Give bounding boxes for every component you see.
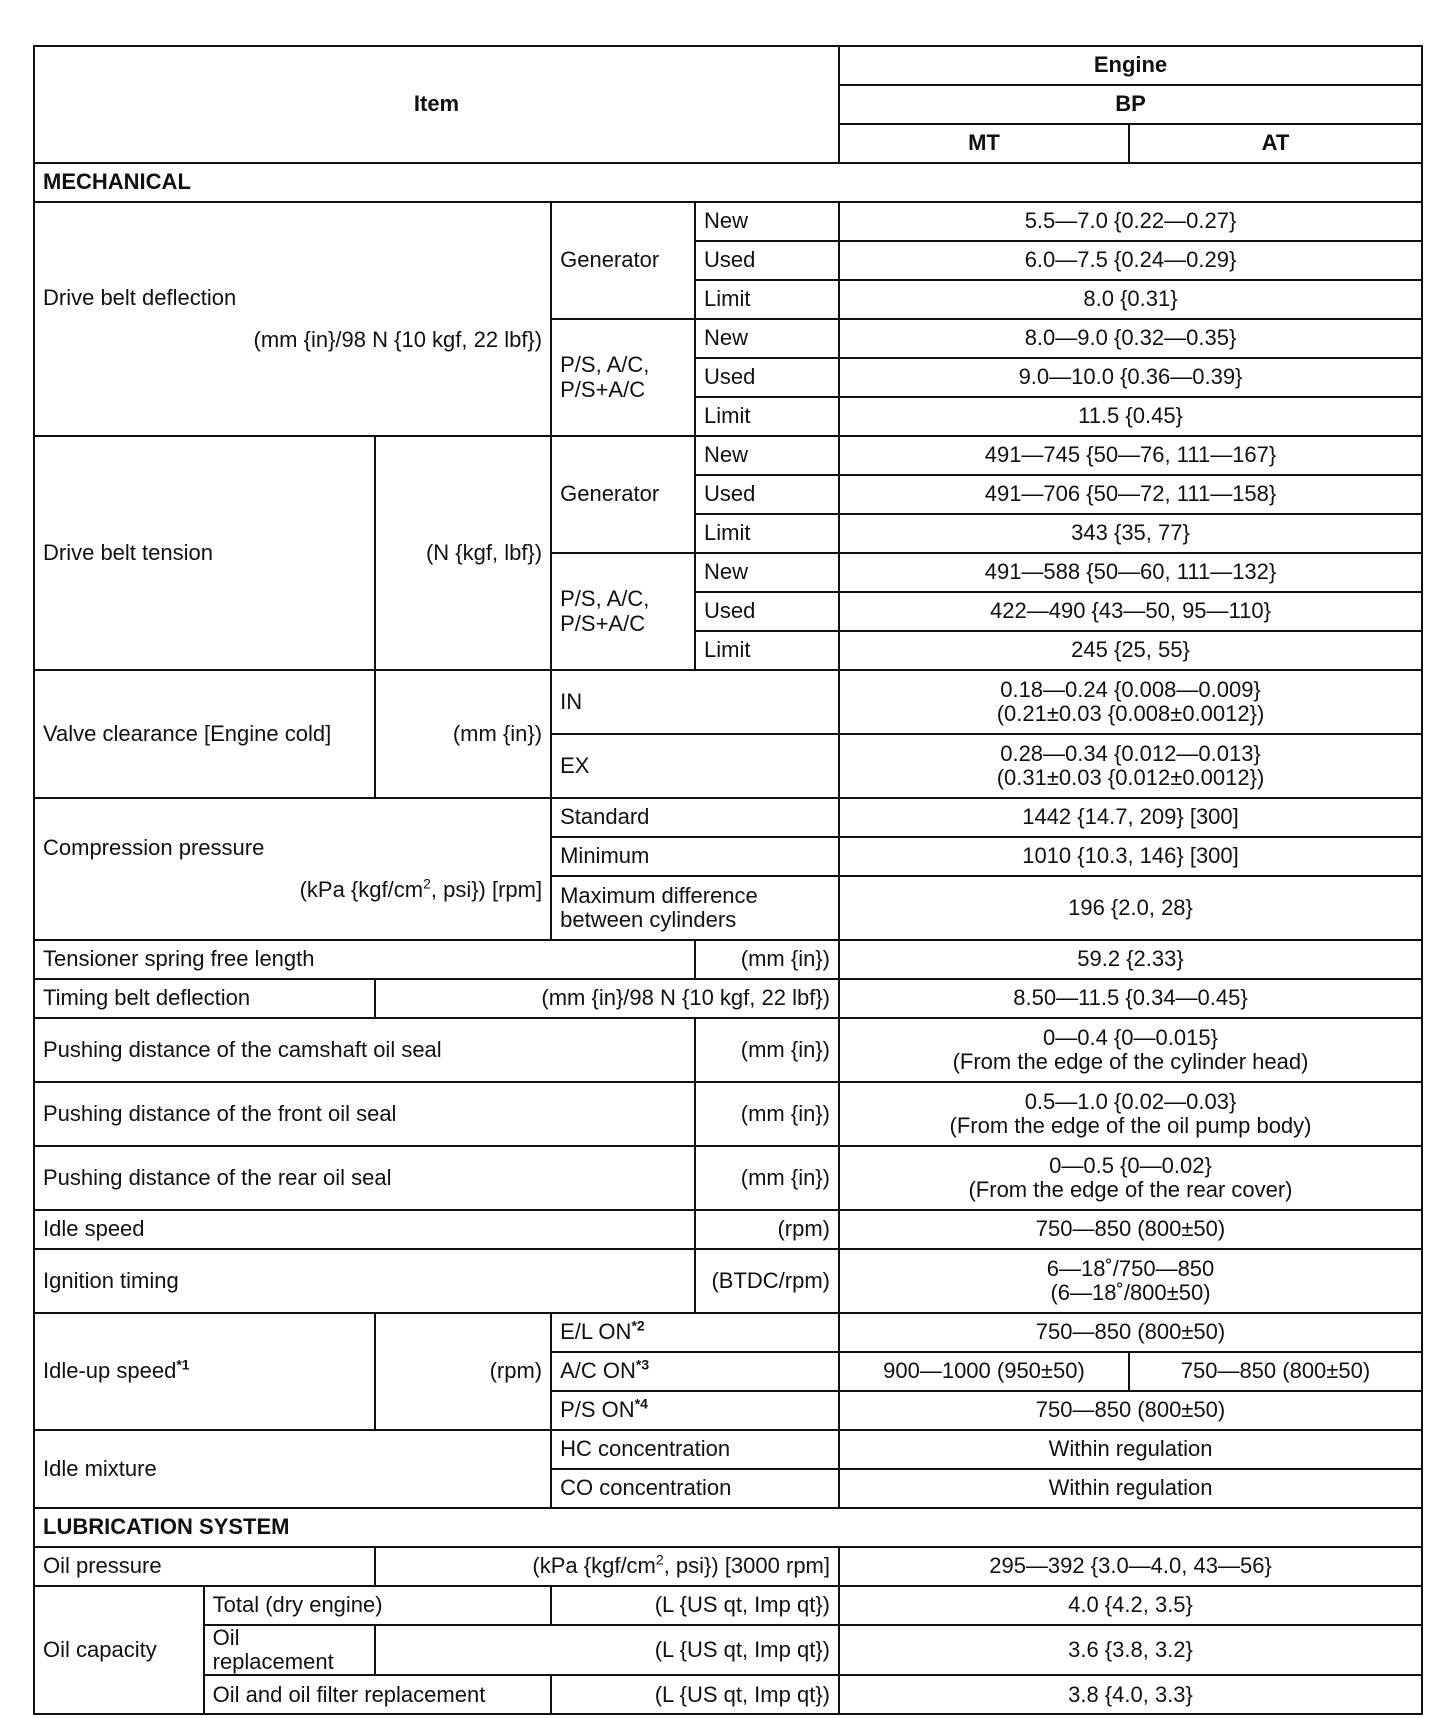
camshaft-seal-label: Pushing distance of the camshaft oil seal bbox=[34, 1018, 695, 1082]
belt-tension-ps-limit: 245 {25, 55} bbox=[839, 631, 1422, 670]
section-lubrication: LUBRICATION SYSTEM bbox=[34, 1508, 1422, 1547]
belt-deflection-gen-new: 5.5—7.0 {0.22—0.27} bbox=[839, 202, 1422, 241]
valve-clearance-in-line2: (0.21±0.03 {0.008±0.0012}) bbox=[996, 701, 1265, 726]
engine-spec-table bbox=[33, 45, 1423, 1715]
idle-mixture-co-value: Within regulation bbox=[839, 1469, 1422, 1508]
ignition-line2: (6—18˚/800±50) bbox=[1050, 1280, 1211, 1305]
compression-unit-a: (kPa {kgf/cm bbox=[299, 877, 424, 902]
valve-clearance-in-value bbox=[839, 670, 1422, 734]
belt-tension-ps-new: 491—588 {50—60, 111—132} bbox=[839, 553, 1422, 592]
idle-up-ps-text: P/S ON bbox=[560, 1397, 635, 1423]
compression-label: Compression pressure bbox=[43, 834, 265, 860]
belt-deflection-unit: (mm {in}/98 N {10 kgf, 22 lbf}) bbox=[253, 327, 543, 352]
header-model: BP bbox=[839, 85, 1422, 124]
belt-deflection-gen-limit-label: Limit bbox=[695, 280, 839, 319]
idle-up-ps-note: *4 bbox=[634, 1396, 648, 1413]
belt-tension-gen-used: 491—706 {50—72, 111—158} bbox=[839, 475, 1422, 514]
belt-tension-ps-limit-label: Limit bbox=[695, 631, 839, 670]
ignition-unit: (BTDC/rpm) bbox=[695, 1249, 839, 1313]
belt-tension-ps-used-label: Used bbox=[695, 592, 839, 631]
ignition-value bbox=[839, 1249, 1422, 1313]
oil-pressure-unit bbox=[375, 1547, 839, 1586]
belt-tension-gen-limit: 343 {35, 77} bbox=[839, 514, 1422, 553]
compression-minimum-value: 1010 {10.3, 146} [300] bbox=[839, 837, 1422, 876]
belt-deflection-psac-line1: P/S, A/C, bbox=[560, 352, 650, 378]
idle-up-el-label bbox=[551, 1313, 839, 1352]
belt-tension-psac-line2: P/S+A/C bbox=[560, 610, 646, 636]
oil-capacity-filter-unit: (L {US qt, Imp qt}) bbox=[551, 1675, 839, 1714]
compression-label-cell bbox=[34, 798, 551, 940]
oil-capacity-total-value: 4.0 {4.2, 3.5} bbox=[839, 1586, 1422, 1625]
idle-up-ps-label bbox=[551, 1391, 839, 1430]
compression-minimum-label: Minimum bbox=[551, 837, 839, 876]
belt-deflection-ps-used: 9.0—10.0 {0.36—0.39} bbox=[839, 358, 1422, 397]
belt-tension-unit: (N {kgf, lbf}) bbox=[375, 436, 551, 670]
rear-seal-unit: (mm {in}) bbox=[695, 1146, 839, 1210]
oil-capacity-replacement-label: Oil replacement bbox=[204, 1625, 376, 1675]
idle-up-label bbox=[34, 1313, 375, 1430]
rear-seal-line2: (From the edge of the rear cover) bbox=[968, 1177, 1293, 1202]
idle-up-ac-mt: 900—1000 (950±50) bbox=[839, 1352, 1129, 1391]
oil-capacity-filter-value: 3.8 {4.0, 3.3} bbox=[839, 1675, 1422, 1714]
idle-mixture-co-label: CO concentration bbox=[551, 1469, 839, 1508]
belt-deflection-psac-line2: P/S+A/C bbox=[560, 376, 646, 402]
header-engine: Engine bbox=[839, 46, 1422, 85]
belt-deflection-gen-used-label: Used bbox=[695, 241, 839, 280]
oil-capacity-label: Oil capacity bbox=[34, 1586, 204, 1714]
oil-capacity-total-label: Total (dry engine) bbox=[204, 1586, 551, 1625]
front-seal-value bbox=[839, 1082, 1422, 1146]
idle-up-el-value: 750—850 (800±50) bbox=[839, 1313, 1422, 1352]
compression-unit bbox=[43, 875, 543, 902]
spec-sheet bbox=[33, 45, 1423, 1715]
valve-clearance-in-label: IN bbox=[551, 670, 839, 734]
tensioner-unit: (mm {in}) bbox=[695, 940, 839, 979]
compression-standard-label: Standard bbox=[551, 798, 839, 837]
belt-tension-ps-new-label: New bbox=[695, 553, 839, 592]
valve-clearance-label: Valve clearance [Engine cold] bbox=[34, 670, 375, 798]
oil-capacity-replacement-value: 3.6 {3.8, 3.2} bbox=[839, 1625, 1422, 1675]
idle-speed-label: Idle speed bbox=[34, 1210, 695, 1249]
oil-pressure-unit-sup: 2 bbox=[655, 1552, 664, 1569]
belt-deflection-label: Drive belt deflection bbox=[43, 284, 237, 310]
valve-clearance-ex-value bbox=[839, 734, 1422, 798]
section-mechanical: MECHANICAL bbox=[34, 163, 1422, 202]
ignition-line1: 6—18˚/750—850 bbox=[1046, 1255, 1215, 1281]
valve-clearance-ex-line1: 0.28—0.34 {0.012—0.013} bbox=[1000, 740, 1261, 766]
belt-deflection-gen-used: 6.0—7.5 {0.24—0.29} bbox=[839, 241, 1422, 280]
idle-up-el-note: *2 bbox=[631, 1318, 645, 1335]
oil-pressure-unit-b: , psi}) [3000 rpm] bbox=[663, 1553, 830, 1579]
belt-deflection-ps-limit: 11.5 {0.45} bbox=[839, 397, 1422, 436]
compression-maxdiff-line2: between cylinders bbox=[560, 907, 737, 932]
compression-maxdiff-value: 196 {2.0, 28} bbox=[839, 876, 1422, 940]
oil-capacity-filter-label: Oil and oil filter replacement bbox=[204, 1675, 551, 1714]
oil-capacity-total-unit: (L {US qt, Imp qt}) bbox=[551, 1586, 839, 1625]
idle-up-label-text: Idle-up speed bbox=[43, 1358, 177, 1384]
rear-seal-value bbox=[839, 1146, 1422, 1210]
idle-up-unit: (rpm) bbox=[375, 1313, 551, 1430]
belt-deflection-label-cell bbox=[34, 202, 551, 436]
idle-mixture-hc-label: HC concentration bbox=[551, 1430, 839, 1469]
idle-up-ac-text: A/C ON bbox=[560, 1358, 636, 1384]
belt-tension-label: Drive belt tension bbox=[34, 436, 375, 670]
timing-belt-label: Timing belt deflection bbox=[34, 979, 375, 1018]
front-seal-label: Pushing distance of the front oil seal bbox=[34, 1082, 695, 1146]
idle-up-ac-note: *3 bbox=[635, 1357, 650, 1374]
oil-capacity-replacement-unit: (L {US qt, Imp qt}) bbox=[375, 1625, 839, 1675]
valve-clearance-in-line1: 0.18—0.24 {0.008—0.009} bbox=[1000, 676, 1261, 702]
belt-deflection-ps-used-label: Used bbox=[695, 358, 839, 397]
rear-seal-label: Pushing distance of the rear oil seal bbox=[34, 1146, 695, 1210]
oil-pressure-value: 295—392 {3.0—4.0, 43—56} bbox=[839, 1547, 1422, 1586]
compression-standard-value: 1442 {14.7, 209} [300] bbox=[839, 798, 1422, 837]
front-seal-line1: 0.5—1.0 {0.02—0.03} bbox=[1024, 1088, 1237, 1114]
ignition-label: Ignition timing bbox=[34, 1249, 695, 1313]
belt-tension-psac-line1: P/S, A/C, bbox=[560, 586, 650, 612]
belt-deflection-gen-new-label: New bbox=[695, 202, 839, 241]
valve-clearance-unit: (mm {in}) bbox=[375, 670, 551, 798]
rear-seal-line1: 0—0.5 {0—0.02} bbox=[1049, 1152, 1212, 1178]
compression-maxdiff-label bbox=[551, 876, 839, 940]
idle-speed-value: 750—850 (800±50) bbox=[839, 1210, 1422, 1249]
idle-mixture-label: Idle mixture bbox=[34, 1430, 551, 1508]
compression-unit-b: , psi}) [rpm] bbox=[430, 877, 543, 902]
belt-deflection-ps-new: 8.0—9.0 {0.32—0.35} bbox=[839, 319, 1422, 358]
idle-speed-unit: (rpm) bbox=[695, 1210, 839, 1249]
belt-tension-gen-limit-label: Limit bbox=[695, 514, 839, 553]
belt-deflection-ps-limit-label: Limit bbox=[695, 397, 839, 436]
camshaft-seal-line2: (From the edge of the cylinder head) bbox=[952, 1049, 1309, 1074]
compression-maxdiff-line1: Maximum difference bbox=[560, 882, 758, 908]
camshaft-seal-value bbox=[839, 1018, 1422, 1082]
front-seal-line2: (From the edge of the oil pump body) bbox=[949, 1113, 1312, 1138]
belt-tension-ps-used: 422—490 {43—50, 95—110} bbox=[839, 592, 1422, 631]
belt-tension-psac bbox=[551, 553, 695, 670]
idle-mixture-hc-value: Within regulation bbox=[839, 1430, 1422, 1469]
belt-tension-gen-used-label: Used bbox=[695, 475, 839, 514]
timing-belt-value: 8.50—11.5 {0.34—0.45} bbox=[839, 979, 1422, 1018]
header-item: Item bbox=[34, 46, 839, 163]
header-at: AT bbox=[1129, 124, 1422, 163]
header-mt: MT bbox=[839, 124, 1129, 163]
camshaft-seal-unit: (mm {in}) bbox=[695, 1018, 839, 1082]
idle-up-ac-label bbox=[551, 1352, 839, 1391]
front-seal-unit: (mm {in}) bbox=[695, 1082, 839, 1146]
compression-unit-sup: 2 bbox=[423, 875, 431, 892]
oil-pressure-label: Oil pressure bbox=[34, 1547, 375, 1586]
belt-tension-gen-new-label: New bbox=[695, 436, 839, 475]
belt-deflection-gen-limit: 8.0 {0.31} bbox=[839, 280, 1422, 319]
timing-belt-unit: (mm {in}/98 N {10 kgf, 22 lbf}) bbox=[375, 979, 839, 1018]
idle-up-ac-at: 750—850 (800±50) bbox=[1129, 1352, 1422, 1391]
idle-up-el-text: E/L ON bbox=[560, 1319, 632, 1345]
valve-clearance-ex-line2: (0.31±0.03 {0.012±0.0012}) bbox=[996, 765, 1265, 790]
belt-deflection-psac bbox=[551, 319, 695, 436]
valve-clearance-ex-label: EX bbox=[551, 734, 839, 798]
belt-deflection-ps-new-label: New bbox=[695, 319, 839, 358]
belt-tension-generator: Generator bbox=[551, 436, 695, 553]
belt-tension-gen-new: 491—745 {50—76, 111—167} bbox=[839, 436, 1422, 475]
tensioner-value: 59.2 {2.33} bbox=[839, 940, 1422, 979]
idle-up-label-note: *1 bbox=[176, 1357, 190, 1374]
idle-up-ps-value: 750—850 (800±50) bbox=[839, 1391, 1422, 1430]
camshaft-seal-line1: 0—0.4 {0—0.015} bbox=[1043, 1024, 1218, 1050]
tensioner-label: Tensioner spring free length bbox=[34, 940, 695, 979]
belt-deflection-generator: Generator bbox=[551, 202, 695, 319]
oil-pressure-unit-a: (kPa {kgf/cm bbox=[532, 1553, 656, 1579]
